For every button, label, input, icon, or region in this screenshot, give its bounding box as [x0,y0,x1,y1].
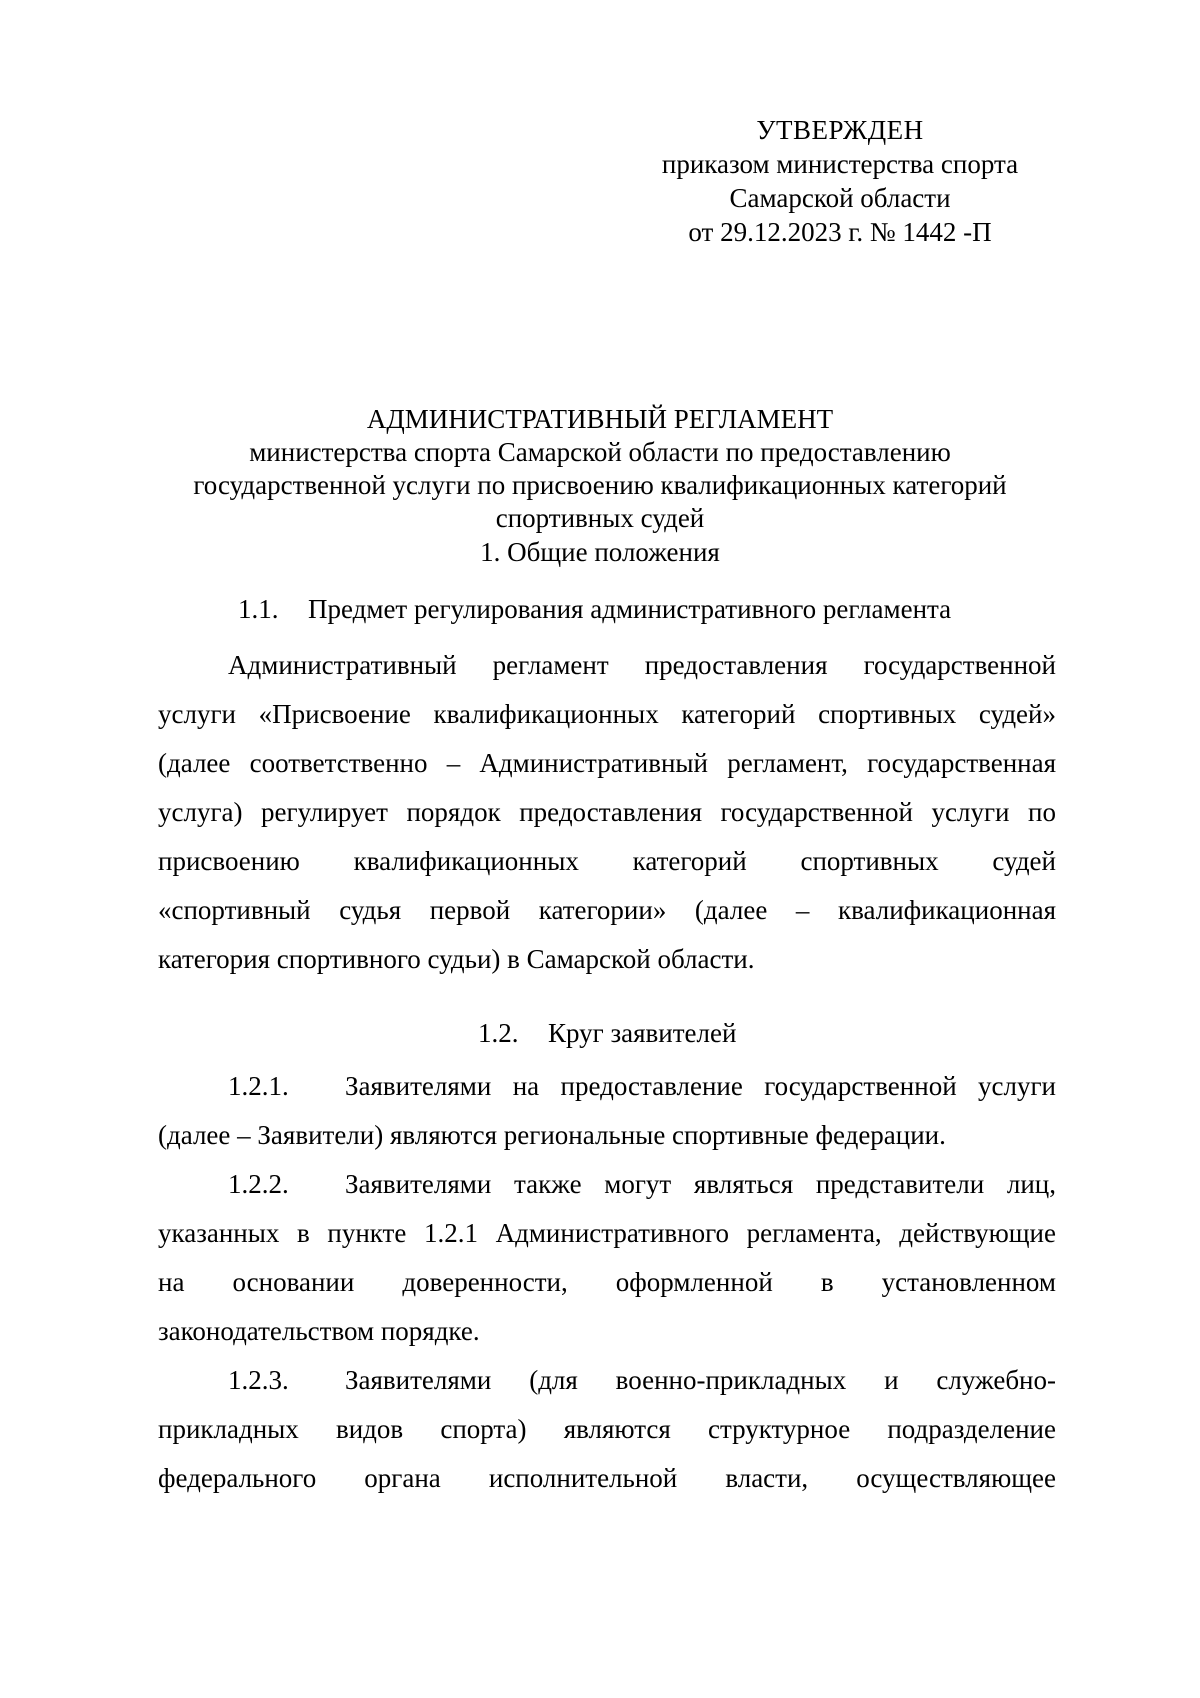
paragraph-line: (далее соответственно – Административный регламент, государственная [158,748,1056,778]
clause-line: Заявителями (для военно-прикладных и служебно- [345,1365,1056,1395]
document-subtitle-line-3: спортивных судей [495,503,705,533]
subsection-1-1-heading [238,592,951,626]
document-title: АДМИНИСТРАТИВНЫЙ РЕГЛАМЕНТ [366,404,834,434]
clause-number: 1.2.2. [228,1169,289,1199]
subsection-number: 1.1. [238,594,279,624]
clause-line: указанных в пункте 1.2.1 Административного регламента, действующие [158,1218,1056,1248]
clause-number: 1.2.1. [228,1071,289,1101]
clause-line: на основании доверенности, оформленной в установленном [158,1267,1056,1297]
approval-block [640,113,1040,249]
approval-heading: УТВЕРЖДЕН [756,115,924,145]
clause-number: 1.2.3. [228,1365,289,1395]
paragraph-line: присвоению квалификационных категорий спортивных судей [158,846,1056,876]
clause-line: законодательством порядке. [158,1316,480,1346]
subsection-number: 1.2. [478,1018,519,1048]
document-subtitle-line-2: государственной услуги по присвоению квалификационных категорий [193,470,1007,500]
approval-line-order: приказом министерства спорта [661,149,1019,179]
clause-line: Заявителями на предоставление государственной услуги [345,1071,1056,1101]
clause-line: федерального органа исполнительной власти, осуществляющее [158,1463,1056,1493]
clause-line: прикладных видов спорта) являются структурное подразделение [158,1414,1056,1444]
subsection-title: Предмет регулирования административного регламента [308,594,952,624]
document-title-block [150,403,1050,535]
section-heading: 1. Общие положения [480,537,720,567]
document-subtitle-line-1: министерства спорта Самарской области по предоставлению [249,437,951,467]
approval-line-date-number: от 29.12.2023 г. № 1442 -П [688,217,992,247]
paragraph-line: Административный регламент предоставления государственной [228,650,1056,680]
approval-line-region: Самарской области [729,183,951,213]
paragraph-line: услуга) регулирует порядок предоставления государственной услуги по [158,797,1056,827]
paragraph-line: категория спортивного судьи) в Самарской области. [158,944,755,974]
paragraph-line: «спортивный судья первой категории» (далее – квалификационная [158,895,1056,925]
clause-line: (далее – Заявители) являются региональные спортивные федерации. [158,1120,946,1150]
subsection-title: Круг заявителей [548,1018,737,1048]
paragraph-line: услуги «Присвоение квалификационных категорий спортивных судей» [158,699,1056,729]
subsection-1-2-heading [478,1016,736,1050]
clause-line: Заявителями также могут являться представители лиц, [345,1169,1056,1199]
